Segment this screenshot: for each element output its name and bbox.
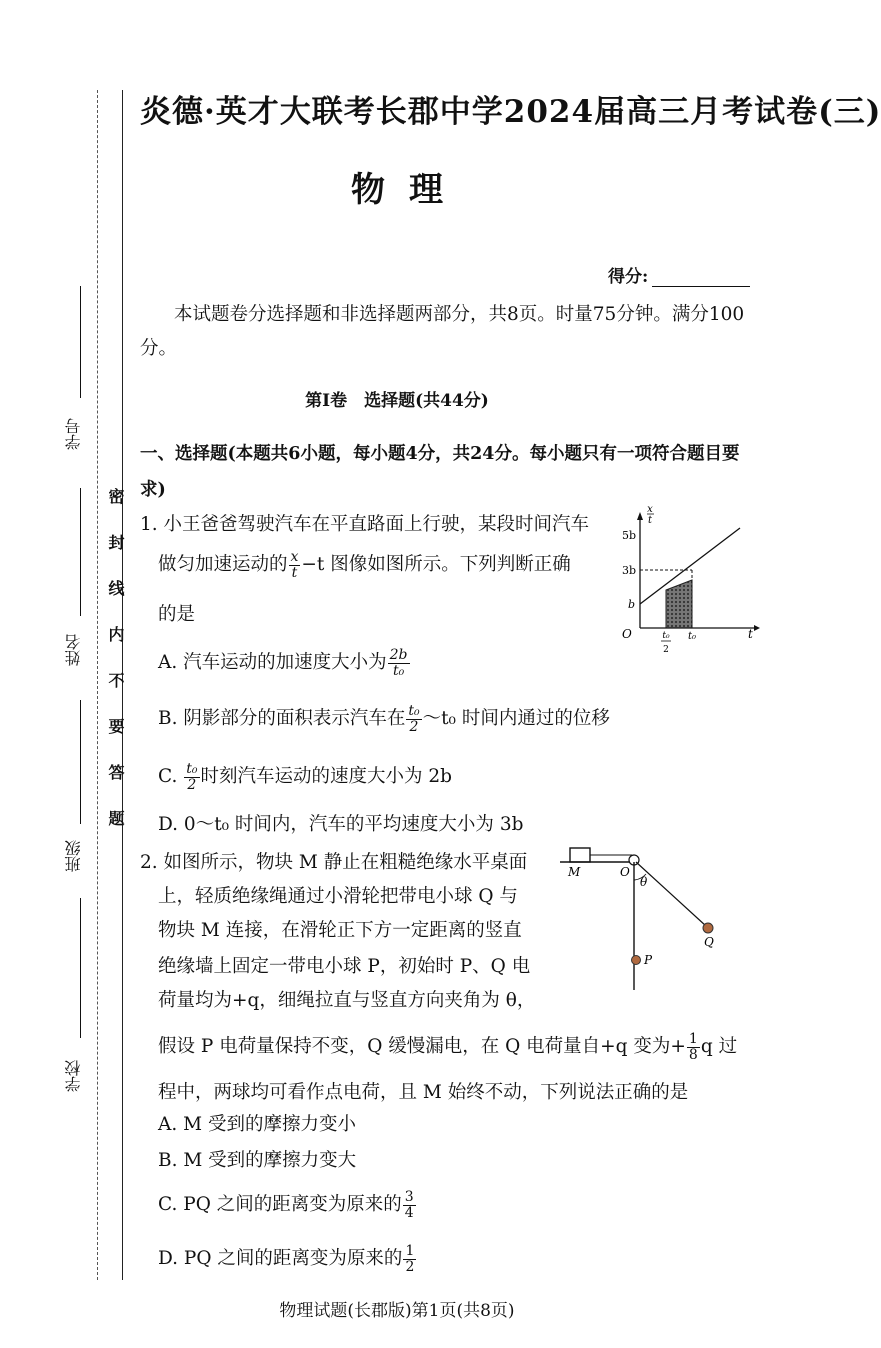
score-blank-line — [652, 268, 750, 287]
stem-text: 假设 P 电荷量保持不变，Q 缓慢漏电，在 Q 电荷量自+q 变为+ — [158, 1036, 686, 1057]
q2-stem-line-7: 程中，两球均可看作点电荷，且 M 始终不动，下列说法正确的是 — [158, 1082, 689, 1103]
option-fraction — [388, 648, 410, 679]
x-tick-half-numerator: t₀ — [662, 631, 670, 641]
fraction-denominator: 2 — [405, 1258, 415, 1275]
field-label-school: 学校 — [64, 1060, 83, 1092]
option-text: A. 汽车运动的加速度大小为 — [158, 652, 387, 673]
x-axis-arrow-icon — [754, 625, 760, 631]
label-m: M — [568, 865, 581, 879]
q1-option-d: D. 0～t₀ 时间内，汽车的平均速度大小为 3b — [158, 814, 524, 835]
label-theta: θ — [640, 875, 648, 889]
q1-stem-line-1: 1. 小王爸爸驾驶汽车在平直路面上行驶，某段时间汽车 — [140, 514, 590, 535]
field-line-name — [80, 488, 81, 616]
origin-label: O — [622, 627, 632, 641]
fraction-numerator: x — [290, 548, 299, 565]
field-line-school — [80, 898, 81, 1038]
score-label: 得分: — [608, 267, 649, 287]
option-text: ～t₀ 时间内通过的位移 — [422, 708, 610, 729]
binding-dashed-line — [97, 90, 98, 1280]
q1-stem-text: −t 图像如图所示。下列判断正确 — [301, 554, 571, 575]
rope-slanted — [636, 862, 706, 926]
field-label-name: 姓名 — [64, 634, 83, 666]
y-axis-arrow-icon — [637, 512, 643, 520]
q1-xt-graph — [618, 504, 762, 660]
exam-title: 炎德·英才大联考长郡中学2024届高三月考试卷(三) — [140, 94, 881, 130]
option-text: C. PQ 之间的距离变为原来的 — [158, 1194, 402, 1215]
part-one-instructions: 一、选择题(本题共6小题，每小题4分，共24分。每小题只有一项符合题目要求) — [140, 444, 740, 500]
section-title: 第Ⅰ卷 选择题(共44分) — [305, 391, 489, 411]
page-footer: 物理试题(长郡版)第1页(共8页) — [279, 1301, 515, 1321]
q2-stem-line-5: 荷量均为+q，细绳拉直与竖直方向夹角为 θ， — [158, 990, 536, 1011]
q2-option-c — [158, 1188, 417, 1222]
stem-text: q 过 — [700, 1036, 738, 1057]
x-axis-label: t — [748, 627, 753, 641]
fraction-numerator: t₀ — [408, 702, 420, 719]
q1-option-b — [158, 702, 610, 736]
q2-option-b: B. M 受到的摩擦力变大 — [158, 1150, 357, 1171]
stem-fraction — [687, 1032, 700, 1063]
fraction-denominator: t₀ — [392, 662, 405, 679]
field-label-student-id: 学号 — [64, 418, 83, 450]
ball-p-icon — [632, 956, 641, 965]
q1-stem-line-2 — [158, 548, 571, 582]
y-tick-label: 5b — [622, 529, 637, 542]
q2-stem-line-3: 物块 M 连接，在滑轮正下方一定距离的竖直 — [158, 920, 522, 941]
x-tick-full: t₀ — [687, 631, 697, 642]
option-text: 时刻汽车运动的速度大小为 2b — [200, 766, 453, 787]
option-fraction — [403, 1190, 416, 1221]
option-fraction — [403, 1244, 416, 1275]
y-axis-label-numerator: x — [647, 504, 653, 515]
fraction-denominator: 4 — [404, 1204, 414, 1221]
fraction-denominator: 2 — [409, 718, 419, 735]
fraction-numerator: 1 — [688, 1030, 698, 1047]
label-p: P — [644, 953, 653, 967]
fraction-numerator: 2b — [389, 646, 408, 663]
option-text: D. PQ 之间的距离变为原来的 — [158, 1248, 403, 1269]
score-field — [608, 262, 750, 287]
label-o: O — [620, 865, 630, 879]
option-fraction — [184, 762, 199, 793]
fraction-numerator: t₀ — [186, 760, 198, 777]
q2-pulley-figure — [560, 840, 730, 1000]
q1-stem-line-3: 的是 — [158, 604, 196, 625]
q2-stem-line-1: 2. 如图所示，物块 M 静止在粗糙绝缘水平桌面 — [140, 852, 528, 873]
ball-q-icon — [703, 923, 713, 933]
field-label-class: 班级 — [64, 840, 83, 872]
field-line-class — [80, 700, 81, 824]
y-tick-label: 3b — [622, 564, 637, 577]
q1-stem-fraction — [289, 550, 301, 581]
option-text: B. 阴影部分的面积表示汽车在 — [158, 708, 406, 729]
fraction-numerator: 1 — [405, 1242, 415, 1259]
q1-stem-text: 做匀加速运动的 — [158, 554, 288, 575]
seal-line-notice: 密封线内不要答题 — [106, 488, 125, 856]
fraction-numerator: 3 — [404, 1188, 414, 1205]
fraction-denominator: t — [291, 564, 298, 581]
shaded-area — [666, 580, 692, 628]
x-tick-half-denominator: 2 — [663, 645, 669, 655]
q2-option-a: A. M 受到的摩擦力变小 — [158, 1114, 356, 1135]
q2-stem-line-4: 绝缘墙上固定一带电小球 P，初始时 P、Q 电 — [158, 956, 531, 977]
q1-option-c: C. $\frac{\text{t₀}}{2}$ 时刻汽车运动的速度大小为 2b — [158, 760, 453, 793]
fraction-denominator: 2 — [187, 776, 197, 793]
q2-option-d — [158, 1242, 417, 1276]
subject-title: 物理 — [351, 170, 467, 210]
q2-stem-line-6 — [158, 1030, 754, 1064]
fraction-denominator: 8 — [688, 1046, 698, 1063]
q2-stem-line-2: 上，轻质绝缘绳通过小滑轮把带电小球 Q 与 — [158, 886, 518, 907]
field-line-student-id — [80, 286, 81, 398]
block-m — [570, 848, 590, 862]
q1-option-a — [158, 646, 411, 680]
label-q: Q — [704, 935, 714, 949]
intro-paragraph: 本试题卷分选择题和非选择题两部分，共8页。时量75分钟。满分100分。 — [140, 304, 745, 359]
option-fraction — [406, 704, 421, 735]
y-tick-label: b — [628, 598, 636, 611]
y-axis-label-denominator: t — [647, 515, 653, 526]
